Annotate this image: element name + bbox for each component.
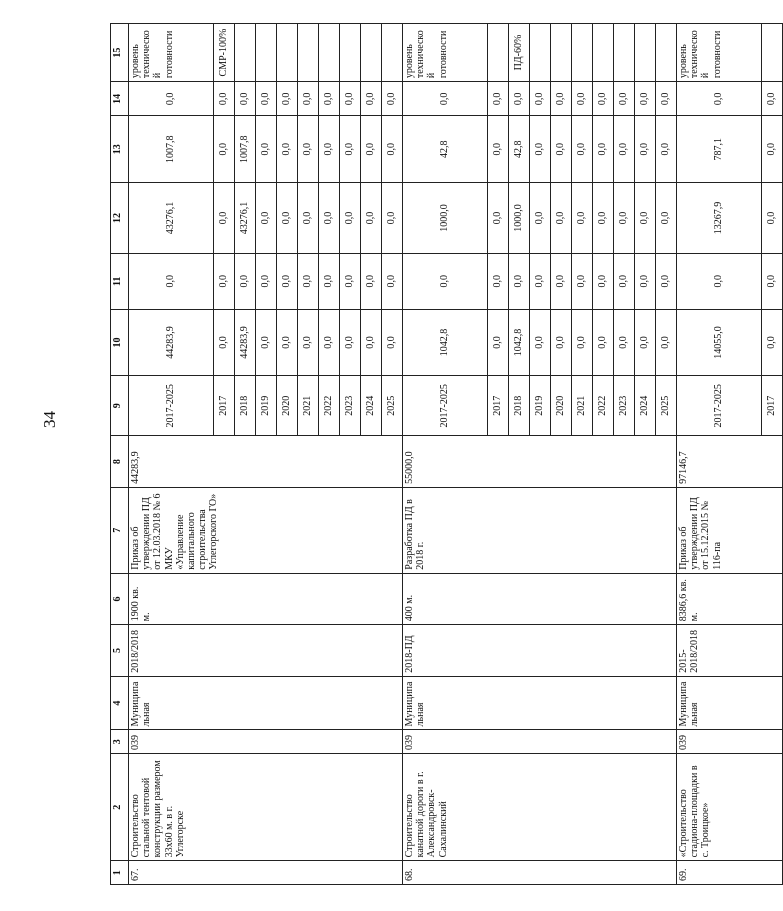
project-capacity: 8386,6 кв. м. — [677, 573, 783, 625]
readiness-value-cell — [635, 24, 656, 82]
year-cell: 2022 — [593, 376, 614, 436]
col-num-4: 4 — [111, 676, 129, 730]
table-body — [129, 24, 783, 885]
value-cell: 0,0 — [635, 82, 656, 116]
readiness-value-cell — [382, 24, 403, 82]
year-cell: 2019 — [530, 376, 551, 436]
value-cell: 0,0 — [530, 309, 551, 376]
value-cell: 0,0 — [488, 116, 509, 183]
year-cell: 2017 — [762, 376, 783, 436]
value-cell: 0,0 — [635, 183, 656, 254]
year-cell: 2024 — [635, 376, 656, 436]
project-capacity: 1900 кв. м. — [129, 573, 403, 625]
value-cell: 0,0 — [488, 183, 509, 254]
year-cell: 2017-2025 — [403, 376, 488, 436]
value-cell: 0,0 — [129, 82, 214, 116]
year-cell: 2021 — [298, 376, 319, 436]
value-cell: 0,0 — [656, 253, 677, 309]
value-cell: 42,8 — [509, 116, 530, 183]
col-num-3: 3 — [111, 730, 129, 754]
value-cell: 0,0 — [635, 116, 656, 183]
readiness-value-cell — [551, 24, 572, 82]
value-cell: 0,0 — [277, 253, 298, 309]
value-cell: 0,0 — [214, 82, 235, 116]
value-cell: 0,0 — [319, 309, 340, 376]
project-code: 039 — [403, 730, 677, 754]
value-cell: 0,0 — [593, 309, 614, 376]
readiness-value-cell — [319, 24, 340, 82]
project-ownership: Муниципальная — [403, 676, 677, 730]
project-name: Строительство стальной тентовой конструкции размером 33х60 м. в г. Углегорске — [129, 754, 403, 861]
table-row — [403, 24, 488, 885]
readiness-value-cell — [277, 24, 298, 82]
year-cell: 2022 — [319, 376, 340, 436]
year-cell: 2018 — [235, 376, 256, 436]
value-cell: 0,0 — [593, 82, 614, 116]
readiness-value-cell — [656, 24, 677, 82]
value-cell: 0,0 — [762, 309, 783, 376]
value-cell: 0,0 — [277, 183, 298, 254]
value-cell: 0,0 — [614, 253, 635, 309]
value-cell: 0,0 — [572, 116, 593, 183]
readiness-value-cell — [593, 24, 614, 82]
value-cell: 1007,8 — [129, 116, 214, 183]
value-cell: 43276,1 — [235, 183, 256, 254]
value-cell: 0,0 — [340, 183, 361, 254]
readiness-value-cell — [762, 24, 783, 82]
value-cell: 0,0 — [614, 116, 635, 183]
value-cell: 0,0 — [382, 309, 403, 376]
value-cell: 0,0 — [319, 82, 340, 116]
col-num-1: 1 — [111, 861, 129, 885]
col-num-15: 15 — [111, 24, 129, 82]
value-cell: 0,0 — [593, 116, 614, 183]
project-code: 039 — [677, 730, 783, 754]
year-cell: 2018 — [509, 376, 530, 436]
value-cell: 0,0 — [551, 309, 572, 376]
value-cell: 0,0 — [762, 183, 783, 254]
value-cell: 0,0 — [551, 183, 572, 254]
project-cost: 44283,9 — [129, 436, 403, 488]
year-cell: 2019 — [256, 376, 277, 436]
readiness-value-cell — [256, 24, 277, 82]
readiness-value-cell — [340, 24, 361, 82]
col-num-7: 7 — [111, 487, 129, 573]
value-cell: 0,0 — [256, 253, 277, 309]
value-cell: 0,0 — [403, 253, 488, 309]
value-cell: 44283,9 — [235, 309, 256, 376]
table-row — [129, 24, 214, 885]
value-cell: 0,0 — [614, 82, 635, 116]
value-cell: 1000,0 — [509, 183, 530, 254]
value-cell: 1042,8 — [403, 309, 488, 376]
value-cell: 0,0 — [530, 82, 551, 116]
readiness-value-cell — [572, 24, 593, 82]
project-period: 2018-ПД — [403, 625, 677, 677]
value-cell: 0,0 — [551, 116, 572, 183]
col-num-14: 14 — [111, 82, 129, 116]
value-cell: 0,0 — [256, 309, 277, 376]
readiness-cell: уровень технической готовности — [677, 24, 762, 82]
value-cell: 0,0 — [530, 253, 551, 309]
value-cell: 787,1 — [677, 116, 762, 183]
year-cell: 2017-2025 — [677, 376, 762, 436]
value-cell: 0,0 — [509, 82, 530, 116]
readiness-value-cell — [235, 24, 256, 82]
value-cell: 0,0 — [572, 253, 593, 309]
value-cell: 0,0 — [277, 82, 298, 116]
value-cell: 0,0 — [488, 82, 509, 116]
project-basis: Приказ об утверждении ПД от 15.12.2015 № 116-па — [677, 487, 783, 573]
readiness-value-cell — [298, 24, 319, 82]
value-cell: 0,0 — [382, 183, 403, 254]
value-cell: 44283,9 — [129, 309, 214, 376]
value-cell: 0,0 — [382, 116, 403, 183]
value-cell: 0,0 — [214, 253, 235, 309]
value-cell: 0,0 — [614, 309, 635, 376]
year-cell: 2024 — [361, 376, 382, 436]
value-cell: 0,0 — [762, 253, 783, 309]
value-cell: 0,0 — [572, 309, 593, 376]
page-number: 34 — [40, 411, 59, 428]
project-period: 2018/2018 — [129, 625, 403, 677]
readiness-cell: уровень технической готовности — [403, 24, 488, 82]
value-cell: 0,0 — [593, 183, 614, 254]
project-name: «Строительство стадиона-площадки в с. Троицкое» — [677, 754, 783, 861]
value-cell: 0,0 — [214, 309, 235, 376]
value-cell: 0,0 — [319, 116, 340, 183]
value-cell: 0,0 — [382, 82, 403, 116]
value-cell: 0,0 — [235, 253, 256, 309]
project-basis: Разработка ПД в 2018 г. — [403, 487, 677, 573]
project-ownership: Муниципальная — [129, 676, 403, 730]
value-cell: 14055,0 — [677, 309, 762, 376]
col-num-6: 6 — [111, 573, 129, 625]
table-row — [677, 24, 762, 885]
readiness-cell: уровень технической готовности — [129, 24, 214, 82]
col-num-5: 5 — [111, 625, 129, 677]
value-cell: 13267,9 — [677, 183, 762, 254]
value-cell: 0,0 — [319, 183, 340, 254]
col-num-10: 10 — [111, 309, 129, 376]
value-cell: 0,0 — [656, 183, 677, 254]
value-cell: 0,0 — [488, 253, 509, 309]
year-cell: 2025 — [382, 376, 403, 436]
value-cell: 0,0 — [530, 116, 551, 183]
value-cell: 0,0 — [530, 183, 551, 254]
value-cell: 0,0 — [614, 183, 635, 254]
col-num-2: 2 — [111, 754, 129, 861]
readiness-value-cell: ПД-60% — [509, 24, 530, 82]
value-cell: 0,0 — [677, 253, 762, 309]
value-cell: 0,0 — [656, 309, 677, 376]
value-cell: 0,0 — [340, 82, 361, 116]
value-cell: 0,0 — [361, 82, 382, 116]
value-cell: 1042,8 — [509, 309, 530, 376]
value-cell: 43276,1 — [129, 183, 214, 254]
value-cell: 0,0 — [656, 116, 677, 183]
value-cell: 0,0 — [762, 116, 783, 183]
projects-table — [110, 23, 783, 885]
value-cell: 0,0 — [235, 82, 256, 116]
readiness-value-cell — [361, 24, 382, 82]
year-cell: 2017-2025 — [129, 376, 214, 436]
value-cell: 0,0 — [298, 116, 319, 183]
value-cell: 0,0 — [509, 253, 530, 309]
value-cell: 0,0 — [340, 309, 361, 376]
value-cell: 0,0 — [572, 183, 593, 254]
value-cell: 0,0 — [361, 309, 382, 376]
value-cell: 0,0 — [298, 309, 319, 376]
readiness-value-cell: СМР-100% — [214, 24, 235, 82]
value-cell: 0,0 — [298, 253, 319, 309]
value-cell: 0,0 — [319, 253, 340, 309]
value-cell: 0,0 — [298, 183, 319, 254]
value-cell: 0,0 — [340, 253, 361, 309]
year-cell: 2021 — [572, 376, 593, 436]
value-cell: 0,0 — [298, 82, 319, 116]
value-cell: 0,0 — [635, 309, 656, 376]
value-cell: 0,0 — [256, 82, 277, 116]
value-cell: 0,0 — [635, 253, 656, 309]
year-cell: 2020 — [277, 376, 298, 436]
year-cell: 2020 — [551, 376, 572, 436]
project-number: 69. — [677, 861, 783, 885]
value-cell: 0,0 — [593, 253, 614, 309]
year-cell: 2025 — [656, 376, 677, 436]
value-cell: 1007,8 — [235, 116, 256, 183]
value-cell: 0,0 — [277, 116, 298, 183]
project-basis: Приказ об утверждении ПД от 12.03.2018 № 6 МКУ «Управление капитального строительства Углегорского ГО» — [129, 487, 403, 573]
value-cell: 0,0 — [214, 116, 235, 183]
project-capacity: 400 м. — [403, 573, 677, 625]
year-cell: 2017 — [488, 376, 509, 436]
value-cell: 0,0 — [129, 253, 214, 309]
value-cell: 0,0 — [762, 82, 783, 116]
project-code: 039 — [129, 730, 403, 754]
value-cell: 0,0 — [256, 183, 277, 254]
value-cell: 42,8 — [403, 116, 488, 183]
rotated-table-container — [110, 23, 783, 885]
project-ownership: Муниципальная — [677, 676, 783, 730]
value-cell: 1000,0 — [403, 183, 488, 254]
value-cell: 0,0 — [214, 183, 235, 254]
value-cell: 0,0 — [572, 82, 593, 116]
value-cell: 0,0 — [361, 183, 382, 254]
value-cell: 0,0 — [551, 82, 572, 116]
year-cell: 2023 — [340, 376, 361, 436]
value-cell: 0,0 — [340, 116, 361, 183]
value-cell: 0,0 — [361, 116, 382, 183]
value-cell: 0,0 — [551, 253, 572, 309]
readiness-value-cell — [530, 24, 551, 82]
value-cell: 0,0 — [488, 309, 509, 376]
project-cost: 55000,0 — [403, 436, 677, 488]
readiness-value-cell — [488, 24, 509, 82]
column-number-row — [111, 24, 129, 885]
col-num-9: 9 — [111, 376, 129, 436]
year-cell: 2023 — [614, 376, 635, 436]
value-cell: 0,0 — [382, 253, 403, 309]
value-cell: 0,0 — [403, 82, 488, 116]
readiness-value-cell — [614, 24, 635, 82]
project-cost: 97146,7 — [677, 436, 783, 488]
value-cell: 0,0 — [256, 116, 277, 183]
project-number: 68. — [403, 861, 677, 885]
project-name: Строительство канатной дороги в г. Александровск-Сахалинский — [403, 754, 677, 861]
value-cell: 0,0 — [361, 253, 382, 309]
col-num-12: 12 — [111, 183, 129, 254]
value-cell: 0,0 — [677, 82, 762, 116]
year-cell: 2017 — [214, 376, 235, 436]
col-num-11: 11 — [111, 253, 129, 309]
project-period: 2015-2018/2018 — [677, 625, 783, 677]
value-cell: 0,0 — [656, 82, 677, 116]
col-num-8: 8 — [111, 436, 129, 488]
col-num-13: 13 — [111, 116, 129, 183]
value-cell: 0,0 — [277, 309, 298, 376]
project-number: 67. — [129, 861, 403, 885]
